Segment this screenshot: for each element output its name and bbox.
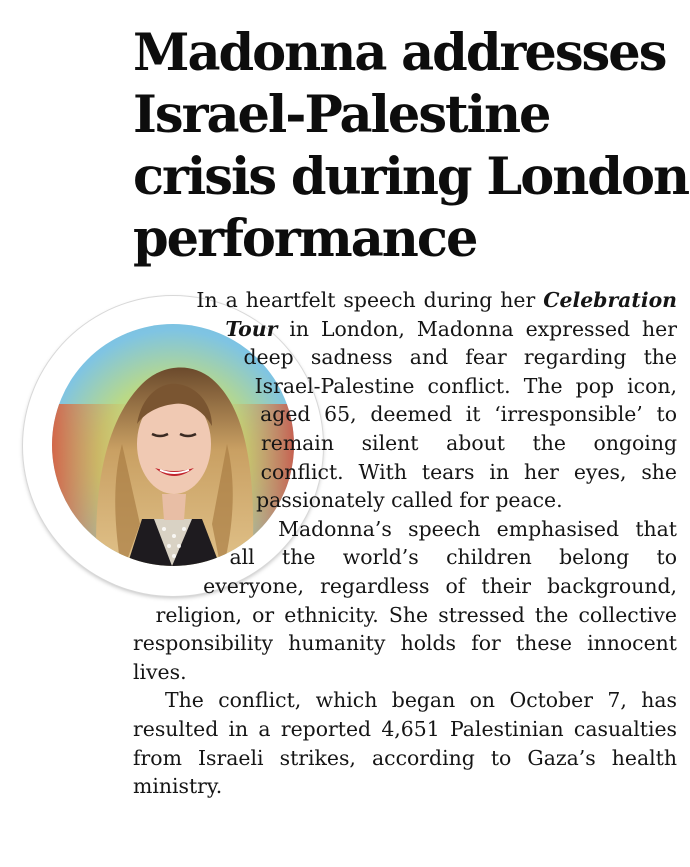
headline-line: Madonna addresses bbox=[133, 23, 666, 83]
article-paragraph: The conflict, which began on October 7, has resulted in a reported 4,651 Palestinian casualties from Israeli strikes, according to Gaza’s health ministry. bbox=[133, 688, 677, 799]
tour-title: Celebration Tour bbox=[225, 288, 677, 341]
article-paragraph: In a heartfelt speech during her Celebration Tour in London, Madonna expressed her deep sadness and fear regarding the Israel-Palestine conflict. The pop icon, aged 65, deemed it ‘irresponsible’ to remain silent about the ongoing conflict. With tears in her eyes, she passionately called for peace. bbox=[196, 288, 677, 513]
headline bbox=[133, 22, 689, 270]
article-body bbox=[133, 286, 677, 801]
article-paragraph: Madonna’s speech emphasised that all the world’s children belong to everyone, regardless of their background, religion, or ethnicity. She stressed the collective responsibility humanity holds for these innocent lives. bbox=[133, 516, 677, 684]
headline-line: crisis during London bbox=[133, 147, 689, 207]
headline-line: Israel-Palestine bbox=[133, 85, 550, 145]
headline-line: performance bbox=[133, 209, 477, 269]
